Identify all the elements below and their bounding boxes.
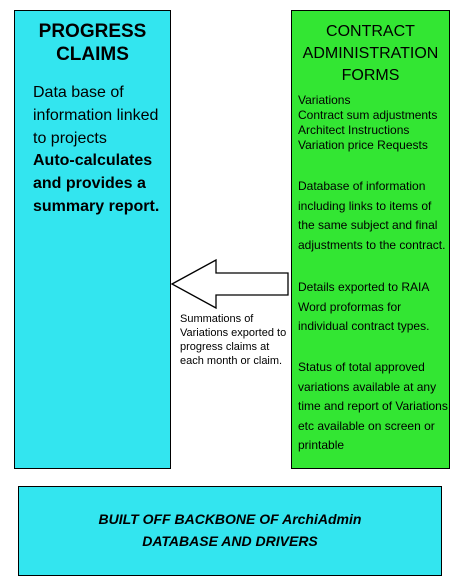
contract-administration-box bbox=[291, 10, 450, 469]
contract-form-list bbox=[298, 93, 450, 153]
contract-title-line-1: CONTRACT bbox=[326, 23, 415, 40]
backbone-line-1: BUILT OFF BACKBONE OF ArchiAdmin bbox=[98, 511, 362, 527]
progress-claims-title-line-2: CLAIMS bbox=[56, 44, 129, 65]
progress-claims-title bbox=[15, 20, 170, 66]
left-arrow-icon bbox=[170, 252, 292, 318]
contract-form-item-contract-sum: Contract sum adjustments bbox=[298, 108, 438, 122]
contract-title-line-3: FORMS bbox=[341, 67, 400, 84]
backbone-line-2: DATABASE AND DRIVERS bbox=[142, 533, 318, 549]
progress-claims-description: Data base of information linked to projects bbox=[33, 84, 159, 147]
contract-database-text: Database of information including links to items of the same subject and final adjustments to the contract. bbox=[298, 179, 446, 252]
backbone-box bbox=[18, 486, 442, 576]
contract-administration-title bbox=[292, 21, 449, 87]
arrow-caption: Summations of Variations exported to progress claims at each month or claim. bbox=[180, 313, 287, 367]
backbone-text bbox=[19, 508, 441, 552]
contract-title-line-2: ADMINISTRATION bbox=[302, 45, 439, 62]
progress-claims-feature: Auto-calculates and provides a summary report. bbox=[33, 152, 160, 215]
progress-claims-title-line-1: PROGRESS bbox=[38, 21, 147, 42]
contract-form-item-variation-price-requests: Variation price Requests bbox=[298, 138, 428, 152]
contract-form-item-architect-instructions: Architect Instructions bbox=[298, 123, 410, 137]
contract-form-item-variations: Variations bbox=[298, 93, 351, 107]
contract-export-text: Details exported to RAIA Word proformas for individual contract types. bbox=[298, 280, 430, 333]
contract-status-text: Status of total approved variations available at any time and report of Variations etc available on screen or printable bbox=[298, 360, 448, 452]
progress-claims-box bbox=[14, 10, 171, 469]
